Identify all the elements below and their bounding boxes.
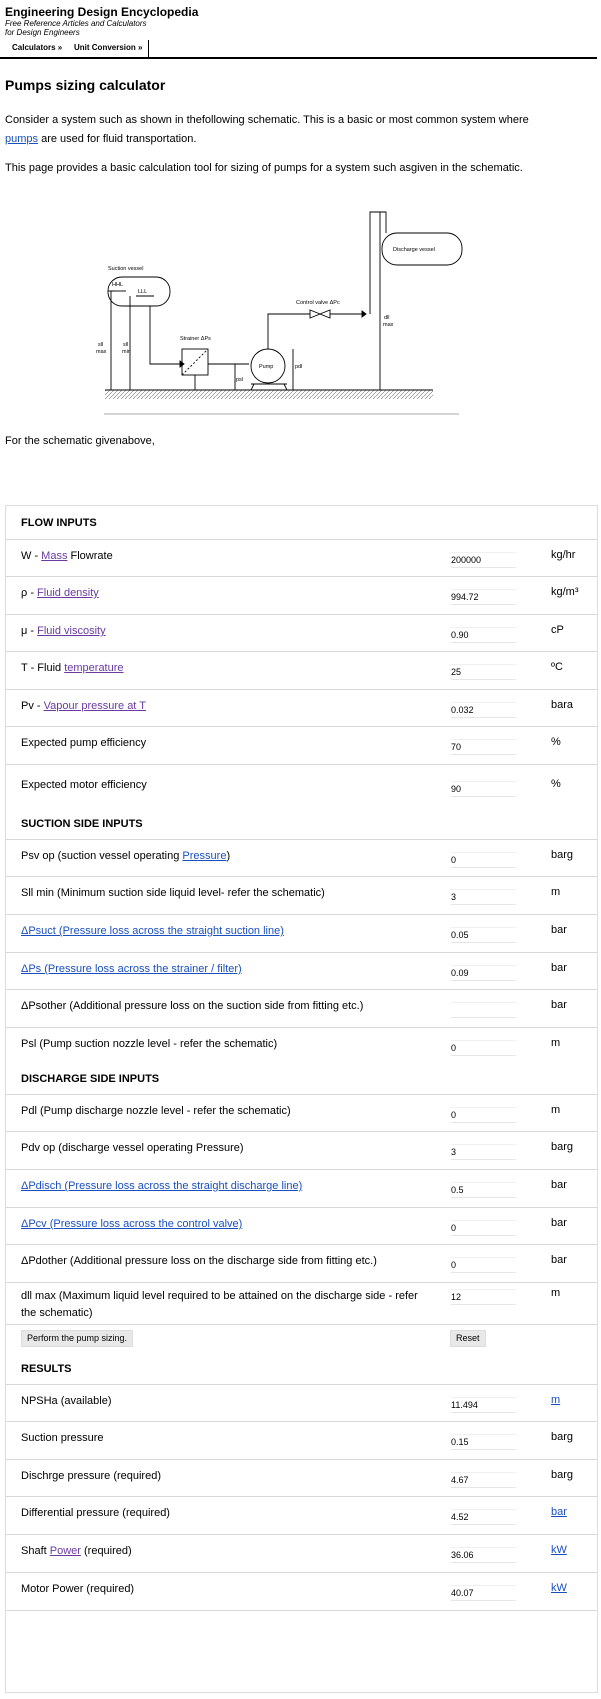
discharge-unit: m (551, 1287, 561, 1299)
flow-row (6, 651, 597, 690)
discharge-label-text: ΔPdother (Additional pressure loss on the discharge side from fitting etc.) (21, 1255, 377, 1267)
discharge-value-field[interactable]: 3 (451, 1144, 516, 1160)
flow-label-text: W - (21, 550, 42, 562)
discharge-row (6, 1094, 597, 1132)
discharge-row (6, 1244, 597, 1283)
discharge-label-link[interactable]: ΔPdisch (Pressure loss across the straight discharge line) (21, 1180, 303, 1192)
discharge-row-label (21, 1140, 421, 1157)
flow-value-field[interactable]: 0.90 (451, 627, 516, 643)
flow-row-label (21, 623, 421, 640)
intro1-text-a: Consider a system such as shown in thefollowing schematic. This is a basic or most common system where (5, 114, 529, 126)
flow-value-field[interactable]: 90 (451, 781, 516, 797)
label-control-valve: Control valve ΔPc (296, 300, 340, 306)
suction-value-field[interactable]: 3 (451, 889, 516, 905)
flow-label-text: Expected motor efficiency (21, 779, 147, 791)
nav-bar (0, 40, 597, 59)
suction-label-link[interactable]: ΔPsuct (Pressure loss across the straight suction line) (21, 925, 284, 937)
flow-value-field[interactable]: 70 (451, 739, 516, 755)
results-unit-link[interactable]: m (551, 1394, 561, 1406)
suction-row (6, 1027, 597, 1065)
section-header-flow (6, 506, 597, 540)
tagline-line1: Free Reference Articles and Calculators (5, 19, 147, 28)
intro-paragraph-1 (5, 111, 590, 149)
suction-unit: bar (551, 962, 567, 974)
results-row (6, 1572, 597, 1611)
flow-unit: cP (551, 624, 564, 636)
flow-value-field[interactable]: 994.72 (451, 589, 516, 605)
flow-unit: kg/hr (551, 549, 576, 561)
results-value-field: 36.06 (451, 1547, 516, 1563)
flow-row (6, 726, 597, 765)
suction-label-link[interactable]: Pressure (182, 850, 227, 862)
results-row (6, 1534, 597, 1573)
results-unit: barg (551, 1431, 574, 1443)
results-row (6, 1496, 597, 1535)
suction-unit: bar (551, 999, 567, 1011)
flow-label-link[interactable]: temperature (64, 662, 124, 674)
suction-value-field[interactable]: 0.09 (451, 965, 516, 981)
discharge-row (6, 1282, 597, 1325)
flow-unit: kg/m³ (551, 586, 579, 598)
results-label-link[interactable]: Power (49, 1545, 81, 1557)
label-dll: dll (384, 315, 390, 321)
label-pump: Pump (259, 364, 274, 370)
results-row (6, 1459, 597, 1497)
discharge-row (6, 1169, 597, 1208)
site-header (5, 5, 198, 37)
results-row-label (21, 1393, 421, 1410)
flow-label-link[interactable]: Fluid viscosity (37, 625, 106, 637)
discharge-value-field[interactable]: 0 (451, 1257, 516, 1273)
tagline-line2: for Design Engineers (5, 28, 80, 37)
results-row (6, 1384, 597, 1422)
suction-label-text: Psl (Pump suction nozzle level - refer the schematic) (21, 1038, 278, 1050)
suction-row (6, 876, 597, 915)
discharge-row-label (21, 1216, 421, 1233)
site-title[interactable]: Engineering Design Encyclopedia (5, 5, 199, 19)
flow-label-text: ρ - (21, 587, 38, 599)
suction-value-field[interactable]: 0.05 (451, 927, 516, 943)
flow-unit: % (551, 736, 561, 748)
label-psl: psl (236, 377, 244, 383)
nav-menu (4, 40, 149, 57)
label-suction-vessel: Suction vessel (108, 266, 144, 272)
section-title-discharge: DISCHARGE SIDE INPUTS (21, 1073, 160, 1085)
discharge-row-label (21, 1288, 421, 1322)
suction-row-label (21, 961, 421, 978)
section-header-results (6, 1354, 597, 1385)
discharge-unit: bar (551, 1217, 567, 1229)
flow-row-label (21, 548, 421, 565)
flow-label-link[interactable]: Vapour pressure at T (43, 700, 146, 712)
suction-row (6, 914, 597, 953)
results-unit-link[interactable]: bar (551, 1506, 567, 1518)
section-title-results: RESULTS (21, 1363, 72, 1375)
label-discharge-vessel: Discharge vessel (393, 247, 435, 253)
reset-button[interactable]: Reset (450, 1330, 486, 1347)
results-row (6, 1421, 597, 1460)
suction-label-suffix: ) (226, 850, 231, 862)
results-label-suffix: (required) (80, 1545, 132, 1557)
results-row-label (21, 1468, 421, 1485)
pumps-link[interactable]: pumps (5, 133, 39, 145)
discharge-row (6, 1207, 597, 1245)
results-label-text: Differential pressure (required) (21, 1507, 170, 1519)
results-label-text: Suction pressure (21, 1432, 104, 1444)
results-value-field: 40.07 (451, 1585, 516, 1601)
label-sll-max-2: max (96, 349, 107, 355)
flow-label-text: Expected pump efficiency (21, 737, 147, 749)
flow-label-text: Pv - (21, 700, 44, 712)
discharge-row-label (21, 1103, 421, 1120)
suction-row (6, 989, 597, 1028)
discharge-label-link[interactable]: ΔPcv (Pressure loss across the control valve) (21, 1218, 243, 1230)
suction-row-label (21, 885, 421, 902)
flow-row (6, 764, 597, 810)
suction-row (6, 839, 597, 877)
discharge-label-text: Pdl (Pump discharge nozzle level - refer the schematic) (21, 1105, 291, 1117)
results-unit: barg (551, 1469, 574, 1481)
flow-value-field[interactable]: 0.032 (451, 702, 516, 718)
suction-label-text: ΔPsother (Additional pressure loss on the suction side from fitting etc.) (21, 1000, 364, 1012)
suction-label-text: Psv op (suction vessel operating (21, 850, 183, 862)
label-lll: LLL (138, 289, 148, 295)
discharge-row-label (21, 1253, 421, 1270)
suction-label-link[interactable]: ΔPs (Pressure loss across the strainer / filter) (21, 963, 242, 975)
flow-row (6, 689, 597, 727)
discharge-value-field[interactable]: 0.5 (451, 1182, 516, 1198)
label-strainer: Strainer ΔPs (180, 336, 211, 342)
flow-row-label (21, 698, 421, 715)
suction-label-text: Sll min (Minimum suction side liquid level- refer the schematic) (21, 887, 325, 899)
results-row-label (21, 1581, 421, 1598)
suction-unit: bar (551, 924, 567, 936)
suction-row-label (21, 998, 421, 1015)
buttons-row (6, 1324, 597, 1355)
perform-sizing-button[interactable]: Perform the pump sizing. (21, 1330, 133, 1347)
results-row-label (21, 1430, 421, 1447)
suction-unit: m (551, 886, 561, 898)
discharge-unit: bar (551, 1179, 567, 1191)
discharge-value-field[interactable]: 12 (451, 1289, 516, 1305)
results-label-text: Shaft (21, 1545, 50, 1557)
flow-value-field[interactable]: 25 (451, 664, 516, 680)
flow-label-suffix: Flowrate (67, 550, 113, 562)
results-label-text: Dischrge pressure (required) (21, 1470, 161, 1482)
discharge-label-text: dll max (Maximum liquid level required to be attained on the discharge side - refer the schematic) (21, 1290, 418, 1319)
discharge-value-field[interactable]: 0 (451, 1220, 516, 1236)
discharge-row-label (21, 1178, 421, 1195)
label-sll-min: sll (123, 342, 129, 348)
suction-row-label (21, 923, 421, 940)
section-header-suction (6, 809, 597, 840)
flow-unit: ºC (551, 661, 563, 673)
flow-unit: bara (551, 699, 574, 711)
discharge-unit: m (551, 1104, 561, 1116)
results-unit-link[interactable]: kW (551, 1544, 567, 1556)
flow-value-field[interactable]: 200000 (451, 552, 516, 568)
discharge-unit: bar (551, 1254, 567, 1266)
suction-unit: m (551, 1037, 561, 1049)
flow-unit: % (551, 778, 561, 790)
results-unit-link[interactable]: kW (551, 1582, 567, 1594)
intro1-text-b: are used for fluid transportation. (38, 133, 197, 145)
results-row-label (21, 1543, 421, 1560)
label-sll-max: sll (98, 342, 104, 348)
label-pdl: pdl (295, 364, 303, 370)
suction-unit: barg (551, 849, 574, 861)
flow-label-link[interactable]: Mass (41, 550, 68, 562)
section-header-discharge (6, 1064, 597, 1095)
flow-label-text: T - Fluid (21, 662, 65, 674)
flow-label-text: μ - (21, 625, 38, 637)
section-title-flow: FLOW INPUTS (21, 517, 97, 529)
results-value-field: 4.67 (451, 1472, 516, 1488)
results-row-label (21, 1505, 421, 1522)
flow-row-label (21, 660, 421, 677)
discharge-value-field[interactable]: 0 (451, 1107, 516, 1123)
intro-paragraph-2: This page provides a basic calculation tool for sizing of pumps for a system such asgiven in the schematic. (5, 162, 523, 174)
results-label-text: Motor Power (required) (21, 1583, 135, 1595)
suction-value-field[interactable] (451, 1002, 516, 1018)
calculator-table (5, 505, 598, 1693)
flow-label-link[interactable]: Fluid density (37, 587, 99, 599)
system-schematic (96, 208, 499, 455)
results-value-field: 0.15 (451, 1434, 516, 1450)
discharge-row (6, 1131, 597, 1170)
results-value-field: 4.52 (451, 1509, 516, 1525)
flow-row (6, 576, 597, 615)
suction-row-label (21, 848, 421, 865)
suction-value-field[interactable]: 0 (451, 852, 516, 868)
label-hhl: HHL (112, 282, 124, 288)
suction-value-field[interactable]: 0 (451, 1040, 516, 1056)
results-label-text: NPSHa (available) (21, 1395, 112, 1407)
results-value-field: 11.494 (451, 1397, 516, 1413)
flow-row-label (21, 585, 421, 602)
flow-row-label (21, 735, 421, 752)
suction-row (6, 952, 597, 990)
flow-row-label (21, 777, 421, 794)
discharge-label-text: Pdv op (discharge vessel operating Pressure) (21, 1142, 244, 1154)
section-title-suction: SUCTION SIDE INPUTS (21, 818, 143, 830)
page-title: Pumps sizing calculator (5, 77, 166, 93)
nav-unit-conversion[interactable]: Unit Conversion » (74, 43, 143, 52)
intro-paragraph-3: For the schematic givenabove, (5, 435, 155, 447)
flow-row (6, 539, 597, 577)
suction-row-label (21, 1036, 421, 1053)
label-sll-min-2: min (122, 349, 131, 355)
flow-row (6, 614, 597, 652)
nav-calculators[interactable]: Calculators » (12, 43, 63, 52)
discharge-unit: barg (551, 1141, 574, 1153)
label-dll-max: max (383, 322, 394, 328)
